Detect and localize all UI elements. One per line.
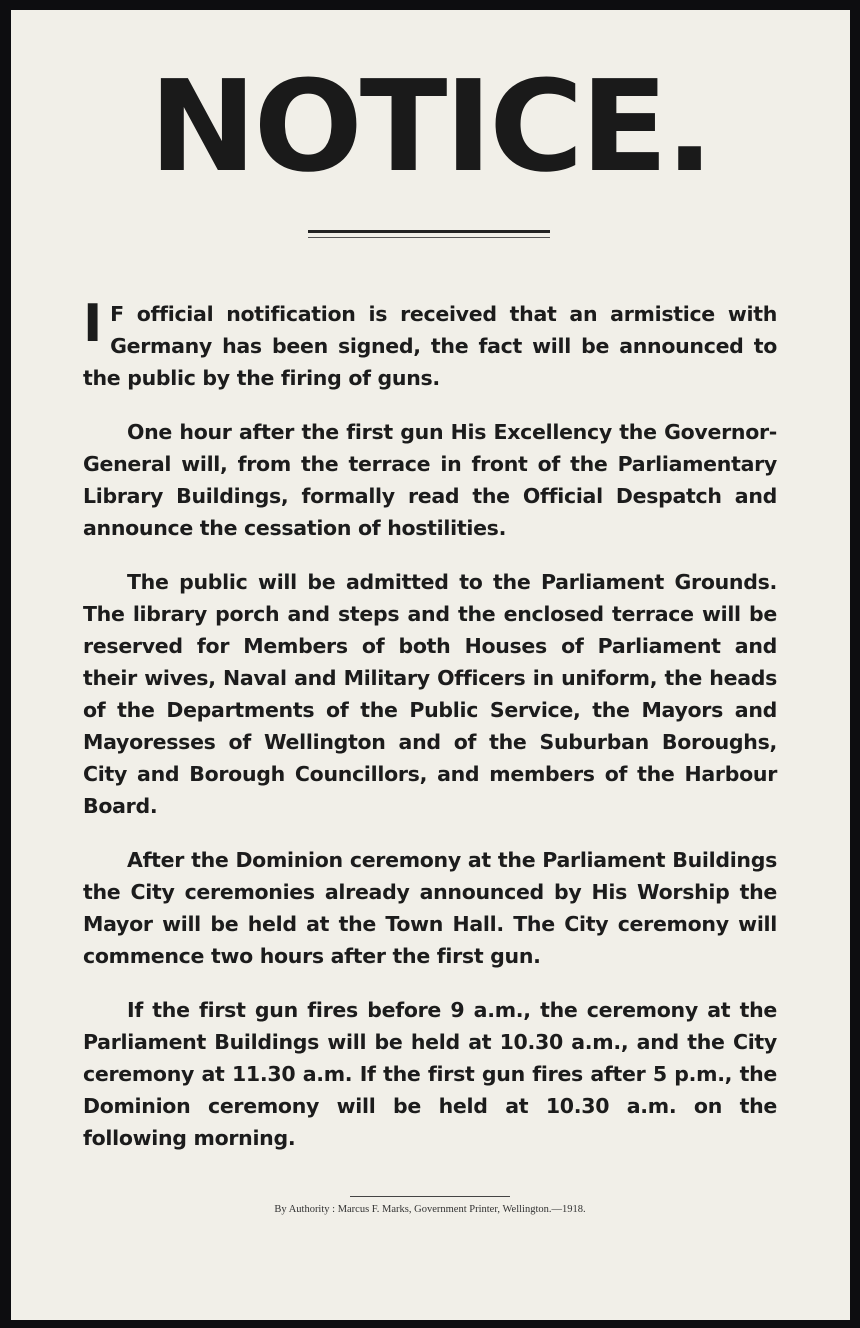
poster-title: NOTICE.	[149, 53, 711, 200]
paragraph-5: If the first gun fires before 9 a.m., the ceremony at the Parliament Buildings will be held at 10.30 a.m., and the City ceremony at 11.30 a.m. If the first gun fires after 5 p.m., the Dominion ceremony will be held at 10.30 a.m. on the following morning.	[83, 998, 777, 1150]
paragraph-3: The public will be admitted to the Parliament Grounds. The library porch and steps and the enclosed terrace will be reserved for Members of both Houses of Parliament and their wives, Naval and Military Officers in uniform, the heads of the Departments of the Public Service, the Mayors and Mayoresses of Wellington and of the Suburban Boroughs, City and Borough Councillors, and members of the Harbour Board.	[83, 570, 777, 818]
notice-body	[83, 294, 777, 1176]
paragraph-1	[83, 294, 777, 394]
drop-cap: I	[83, 294, 103, 354]
paragraph-1-text: F official notification is received that an armistice with Germany has been signed, the fact will be announced to the public by the firing of guns.	[83, 302, 777, 390]
paragraph-2: One hour after the first gun His Excellency the Governor-General will, from the terrace in front of the Parliamentary Library Buildings, formally read the Official Despatch and announce the cessation of hostilities.	[83, 420, 777, 540]
printer-imprint: By Authority : Marcus F. Marks, Government Printer, Wellington.—1918.	[274, 1204, 586, 1215]
title-divider	[308, 230, 550, 233]
paragraph-4: After the Dominion ceremony at the Parliament Buildings the City ceremonies already announced by His Worship the Mayor will be held at the Town Hall. The City ceremony will commence two hours after the first gun.	[83, 848, 777, 968]
footer-divider	[350, 1196, 510, 1197]
